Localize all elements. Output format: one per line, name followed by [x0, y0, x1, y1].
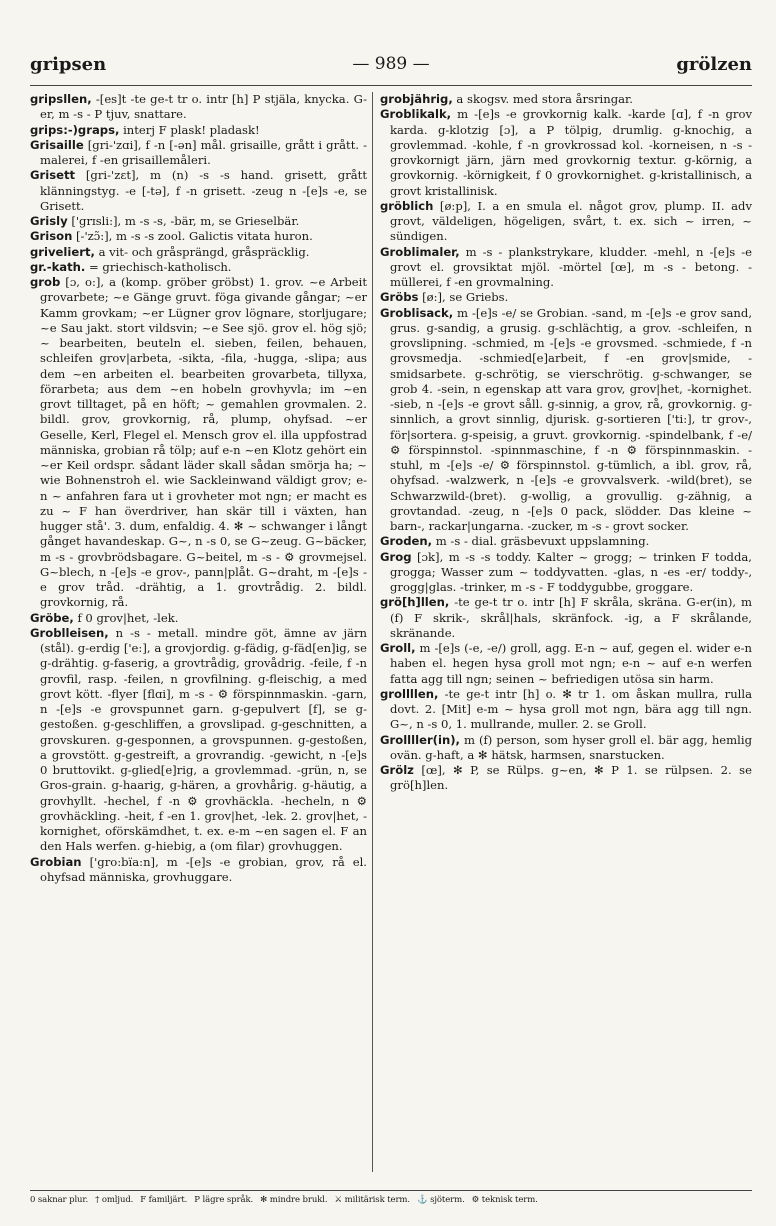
dictionary-entry	[30, 123, 367, 138]
dictionary-entry	[380, 763, 752, 794]
entry-headword: Gröbs	[380, 290, 419, 305]
dictionary-entry	[30, 260, 367, 275]
entry-definition: [gri-'zɛt], m (n) -s -s hand. grisett, grått klänningstyg. -e [-tə], f -n grisett. -zeug n -[e]s -e, se Grisett.	[40, 168, 367, 213]
dictionary-entry	[30, 229, 367, 244]
entry-definition: [ɔ, o:], a (komp. gröber gröbst) 1. grov. ~e Arbeit grovarbete; ~e Gänge gruvt. föga givande gångar; ~er Kamm grovkam; ~er Lügner grov lögnare, storljugare; ~e Sau jakt. stort vildsvin; ~e See sjö. grov el. hög sjö; ~ bearbeiten, beuteln el. sieben, feilen, behauen, schleifen grov|arbeta, -sikta, -fila, -hugga, -slipa; aus dem ~en arbeiten el. bearbeiten grovarbeta, tillyxa, förarbeta; aus dem ~en hobeln grovhyvla; im ~en grovt tilltaget, på en höft; ~ gemahlen grovmalen. 2. bildl. grov, grovkornig, rå, plump, ohyfsad. ~er Geselle, Kerl, Flegel el. Mensch grov el. illa uppfostrad människa, grobian rå tölp; auf e-n ~en Klotz gehört ein ~er Keil ordspr. sådant läder skall sådan smörja ha; ~ wie Bohnenstroh el. wie Sackleinwand väldigt grov; e-n ~ anfahren fara ut i grovheter mot ngn; er macht es zu ~ F han överdriver, han skär till i växten, han hugger stå'. 3. dum, enfaldig. 4. ✻ ~ schwanger i långt gånget havandeskap. G~, n -s 0, se G~zeug. G~bäcker, m -s - grovbrödsbagare. G~beitel, m -s - ⚙ grovmejsel. G~blech, n -[e]s -e grov-, pann|plåt. G~draht, m -[e]s -e grov tråd. -drähtig, a 1. grovtrådig. 2. bildl. grovkornig, rå.	[40, 275, 367, 610]
header-last-word: grölzen	[676, 54, 752, 75]
entry-headword: Groll,	[380, 641, 416, 655]
entry-definition: m -[e]s (-e, -e/) groll, agg. E-n ~ auf, gegen el. wider e-n haben el. hegen hysa groll mot ngn; e-n ~ auf e-n werfen fatta agg till ngn; seinen ~ befriedigen utösa sin harm.	[390, 641, 752, 686]
entry-headword: Groblleisen,	[30, 625, 109, 640]
dictionary-entry	[380, 534, 752, 549]
dictionary-entry	[380, 550, 752, 596]
entry-definition: [ø:], se Griebs.	[418, 290, 509, 305]
dictionary-entry	[30, 214, 367, 229]
entry-headword: griveliert,	[30, 244, 95, 259]
dictionary-entry	[380, 306, 752, 535]
entry-definition: [gri-'zɑi], f -n [-ən] mål. grisaille, grått i grått. -malerei, f -en grisaillemåleri.	[40, 137, 367, 167]
entry-headword: Grisett	[30, 168, 76, 183]
entry-headword: grobjährig,	[380, 92, 453, 106]
dictionary-entry	[380, 687, 752, 733]
entry-definition: -te ge-t tr o. intr [h] F skråla, skräna. G-er(in), m (f) F skrik-, skrål|hals, skränfock. -ig, a F skrålande, skränande.	[390, 595, 752, 640]
dictionary-entry	[380, 107, 752, 199]
dictionary-entry	[380, 595, 752, 641]
running-header	[30, 54, 752, 84]
entry-definition: m -[e]s -e grovkornig kalk. -karde [ɑ], f -n grov karda. g-klotzig [ɔ], a P tölpig, drumlig. g-knochig, a grovlemmad. -kohle, f -n grovkrossad kol. -korneisen, n -s - grovkornigt järn, järn med grovkornig textur. g-körnig, a grovkornig. -körnigkeit, f 0 grovkornighet. g-kristallinisch, a grovt kristallinisk.	[390, 107, 752, 198]
entry-headword: Grisaille	[30, 137, 84, 152]
entry-headword: Grollller(in),	[380, 732, 460, 747]
entry-headword: Grog	[380, 549, 412, 564]
dictionary-entry	[380, 245, 752, 291]
entry-headword: Groblimaler,	[380, 244, 460, 259]
entry-definition: a skogsv. med stora årsringar.	[452, 92, 633, 106]
entry-definition: = griechisch-katholisch.	[85, 259, 232, 274]
right-column	[380, 92, 752, 1182]
dictionary-entry	[380, 199, 752, 245]
dictionary-entry	[380, 290, 752, 305]
entry-definition: -[es]t -te ge-t tr o. intr [h] P stjäla, knycka. G-er, m -s - P tjuv, snattare.	[40, 92, 367, 122]
header-rule	[30, 85, 752, 86]
dictionary-entry	[30, 138, 367, 169]
entry-headword: grollllen,	[380, 686, 439, 701]
entry-definition: [-'zɔ̃:], m -s -s zool. Galictis vitata huron.	[72, 229, 313, 244]
legend-item: † omljud.	[95, 1195, 134, 1205]
entry-definition: m -[e]s -e/ se Grobian. -sand, m -[e]s -e grov sand, grus. g-sandig, a grusig. g-schlächtig, a grov. -schleifen, n grovslipning. -schmied, m -[e]s -e grovsmed. -schmiede, f -n grovsmedja. -schmied[e]arbeit, f -en grov|smide, -smidsarbete. g-schrötig, se vierschrötig. g-schwanger, se grob 4. -sein, n egenskap att vara grov, grov|het, -kornighet. -sieb, n -[e]s -e grovt såll. g-sinnig, a grov, rå, grovkornig. g-sinnlich, a grovt sinnlig, djurisk. g-sortieren ['ti:], tr grov-, för|sortera. g-speisig, a gruvt. grovkornig. -spindelbank, f -e/ ⚙ förspinnstol. -spinnmaschine, f -n ⚙ förspinnmaskin. -stuhl, m -[e]s -e/ ⚙ förspinnstol. g-tümlich, a ibl. grov, rå, ohyfsad. -walzwerk, n -[e]s -e grovvalsverk. -wild(bret), se Schwarzwild-(bret). g-wollig, a grovullig. g-zähnig, a grovtandad. -zeug, n -[e]s 0 pack, slödder. Das kleine ~ barn-, rackar|ungarna. -zucker, m -s - grovt socker.	[390, 305, 752, 533]
entry-definition: [œ], ✻ P, se Rülps. g~en, ✻ P 1. se rülpsen. 2. se grö[h]len.	[390, 763, 752, 793]
entry-headword: gr.-kath.	[30, 259, 86, 274]
entry-definition: m (f) person, som hyser groll el. bär agg, hemlig ovän. g-haft, a ✻ hätsk, harmsen, snarstucken.	[390, 732, 752, 762]
entry-headword: Grison	[30, 229, 73, 244]
legend-item: ⚙ teknisk term.	[471, 1195, 538, 1205]
dictionary-entry	[380, 641, 752, 687]
dictionary-entry	[30, 245, 367, 260]
entry-headword: grö[h]llen,	[380, 595, 450, 610]
footer-rule	[30, 1190, 752, 1191]
entry-definition: interj F plask! pladask!	[119, 122, 260, 137]
entry-definition: [ø:p], I. a en smula el. något grov, plump. II. adv grovt, väldeligen, högeligen, svårt, t. ex. sich ~ irren, ~ sündigen.	[390, 198, 752, 244]
entry-headword: gröblich	[380, 198, 434, 213]
entry-headword: Groblisack,	[380, 305, 454, 320]
entry-definition: ['gro:bïa:n], m -[e]s -e grobian, grov, rå el. ohyfsad människa, grovhuggare.	[40, 854, 367, 884]
legend-item: P lägre språk.	[194, 1195, 254, 1205]
legend-item: F familjärt.	[140, 1195, 188, 1205]
entry-headword: Grobian	[30, 854, 82, 869]
entry-definition: n -s - metall. mindre göt, ämne av järn (stål). g-erdig ['e:], a grovjordig. g-fädig, g-fäd[en]ig, se g-drähtig. g-faserig, a grovtrådig, grovådrig. -feile, f -n grovfil, rasp. -feilen, n grovfilning. g-fleischig, a med grovt kött. -flyer [flɑi], m -s - ⚙ förspinnmaskin. -garn, n -[e]s -e grovspunnet garn. g-gepulvert [f], se g-gestoßen. g-geschliffen, a grovslipad. g-geschnitten, a grovskuren. g-gesponnen, a grovspunnen. g-gestoßen, a grovstött. g-gestreift, a grovrandig. -gewicht, n -[e]s 0 bruttovikt. g-glied[e]rig, a grovlemmad. -grün, n, se Gros-grain. g-haarig, g-hären, a grovhårig. g-häutig, a grovhyllt. -hechel, f -n ⚙ grovhäckla. -hecheln, n ⚙ grovhäckling. -heit, f -en 1. grov|het, -lek. 2. grov|het, -kornighet, oförskämdhet, t. ex. e-m ~en sagen el. F an den Hals werfen. g-hiebig, a (om filar) grovhuggen.	[40, 625, 367, 854]
legend-item: ⚓ sjöterm.	[417, 1195, 465, 1205]
legend-item: ⚔ militärisk term.	[334, 1195, 410, 1205]
dictionary-entry	[30, 275, 367, 611]
entry-headword: Grölz	[380, 763, 414, 777]
dictionary-entry	[380, 733, 752, 764]
entry-definition: f 0 grov|het, -lek.	[73, 610, 179, 625]
entry-headword: grob	[30, 275, 61, 289]
entry-headword: Groden,	[380, 534, 433, 549]
dictionary-entry	[30, 92, 367, 123]
column-divider	[372, 92, 373, 1172]
legend-item: ✻ mindre brukl.	[260, 1195, 328, 1205]
dictionary-entry	[30, 168, 367, 214]
entry-definition: [ɔk], m -s -s toddy. Kalter ~ grogg; ~ trinken F todda, grogga; Wasser zum ~ toddyvatten. -glas, n -es -er/ toddy-, grogg|glas. -trinker, m -s - F toddygubbe, groggare.	[390, 549, 752, 594]
entry-headword: Gröbe,	[30, 610, 74, 625]
entry-headword: Grisly	[30, 214, 68, 228]
header-first-word: gripsen	[30, 54, 107, 75]
left-column	[30, 92, 367, 1182]
dictionary-entry	[30, 626, 367, 855]
entry-definition: a vit- och gråsprängd, gråspräcklig.	[94, 244, 310, 259]
dictionary-entry	[380, 92, 752, 107]
abbreviation-legend	[30, 1195, 752, 1205]
entry-definition: -te ge-t intr [h] o. ✻ tr 1. om åskan mullra, rulla dovt. 2. [Mit] e-m ~ hysa groll mot ngn, bära agg till ngn. G~, n -s 0, 1. mullrande, muller. 2. se Groll.	[390, 686, 752, 732]
entry-definition: m -s - plankstrykare, kludder. -mehl, n -[e]s -e grovt el. grovsiktat mjöl. -mörtel [œ], m -s - betong. -müllerei, f -en grovmalning.	[390, 244, 752, 289]
dictionary-entry	[30, 611, 367, 626]
entry-headword: Groblikalk,	[380, 107, 452, 122]
dictionary-entry	[30, 855, 367, 886]
entry-definition: m -s - dial. gräsbevuxt uppslamning.	[432, 534, 650, 549]
legend-item: 0 saknar plur.	[30, 1195, 89, 1205]
page-number: — 989 —	[352, 54, 430, 74]
entry-definition: ['grɪsli:], m -s -s, -bär, m, se Grieselbär.	[67, 214, 300, 228]
entry-headword: gripsllen,	[30, 92, 92, 106]
entry-headword: grips:-)graps,	[30, 122, 120, 137]
